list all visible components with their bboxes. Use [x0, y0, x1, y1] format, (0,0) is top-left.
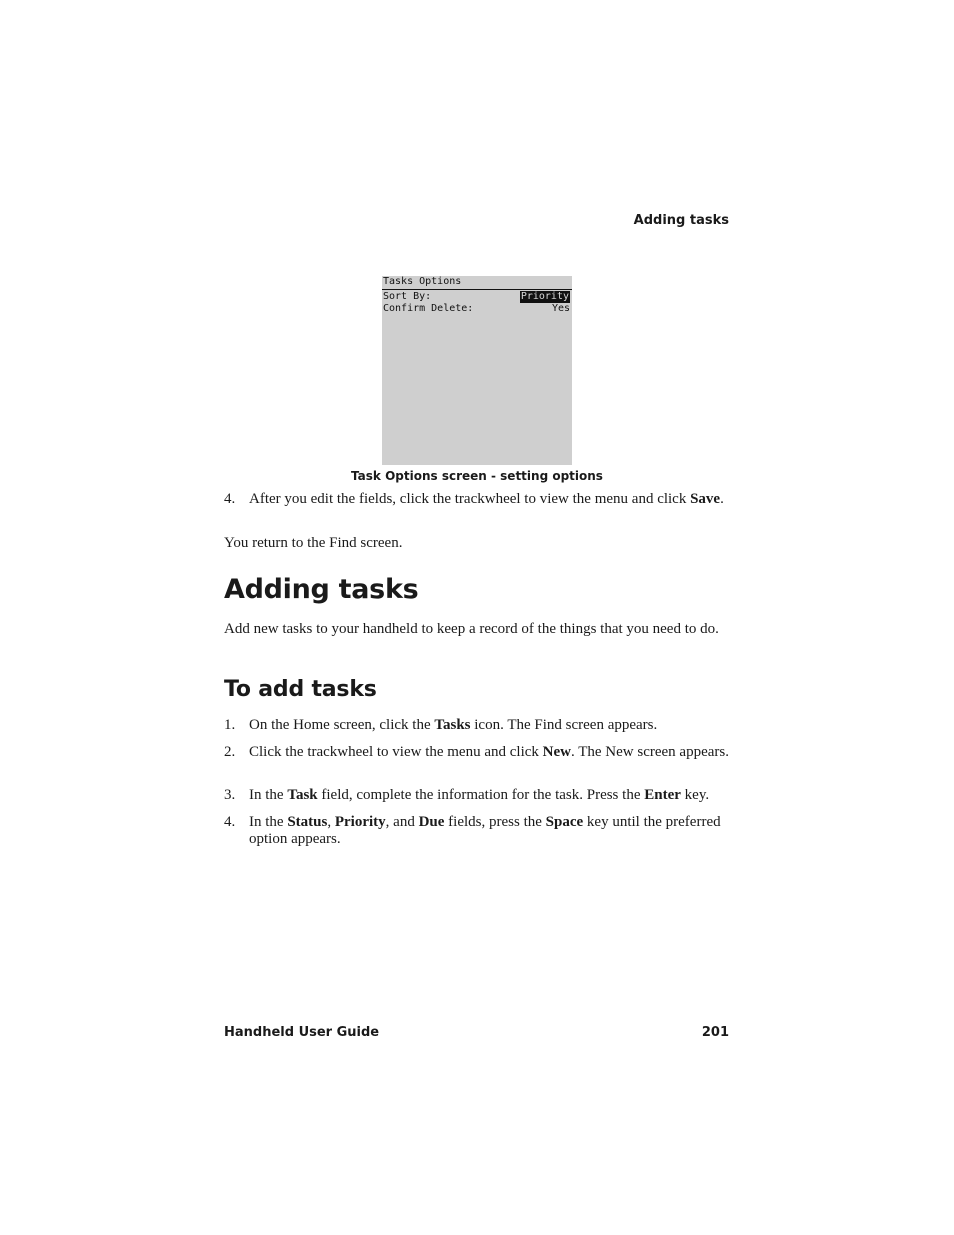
footer-guide-title: Handheld User Guide	[224, 1025, 380, 1040]
screen-row-label: Sort By:	[383, 291, 432, 302]
device-screenshot	[382, 276, 572, 465]
section-heading: Adding tasks	[224, 574, 419, 605]
step-number: 1.	[224, 717, 236, 733]
footer-page-number: 201	[701, 1025, 729, 1040]
step-text: On the Home screen, click the Tasks icon. The Find screen appears.	[249, 717, 658, 733]
screen-title-rule	[382, 289, 572, 290]
step-number: 4.	[224, 491, 236, 507]
list-item	[224, 814, 730, 848]
return-text: You return to the Find screen.	[224, 535, 403, 551]
screen-title: Tasks Options	[383, 276, 462, 287]
screen-row-label: Confirm Delete:	[383, 303, 474, 314]
step-number: 2.	[224, 744, 236, 760]
step-number: 4.	[224, 814, 236, 830]
step-number: 3.	[224, 787, 236, 803]
step-text: After you edit the fields, click the trackwheel to view the menu and click Save.	[249, 491, 724, 507]
screen-row-value: Yes	[551, 303, 570, 314]
figure-caption: Task Options screen - setting options	[351, 469, 603, 483]
list-item	[224, 744, 730, 761]
screen-row-value-selected: Priority	[520, 291, 569, 302]
screen-row-confirm-delete	[383, 303, 570, 315]
subsection-heading: To add tasks	[224, 677, 377, 702]
section-intro: Add new tasks to your handheld to keep a record of the things that you need to do.	[224, 621, 719, 637]
list-item	[224, 717, 730, 734]
running-header: Adding tasks	[633, 213, 729, 228]
screen-row-sort-by	[383, 291, 570, 303]
list-item	[224, 491, 730, 508]
step-text: Click the trackwheel to view the menu and click New. The New screen appears.	[249, 744, 729, 760]
step-text: In the Status, Priority, and Due fields, press the Space key until the preferred option appears.	[249, 814, 721, 847]
list-item	[224, 787, 730, 804]
step-text: In the Task field, complete the information for the task. Press the Enter key.	[249, 787, 710, 803]
